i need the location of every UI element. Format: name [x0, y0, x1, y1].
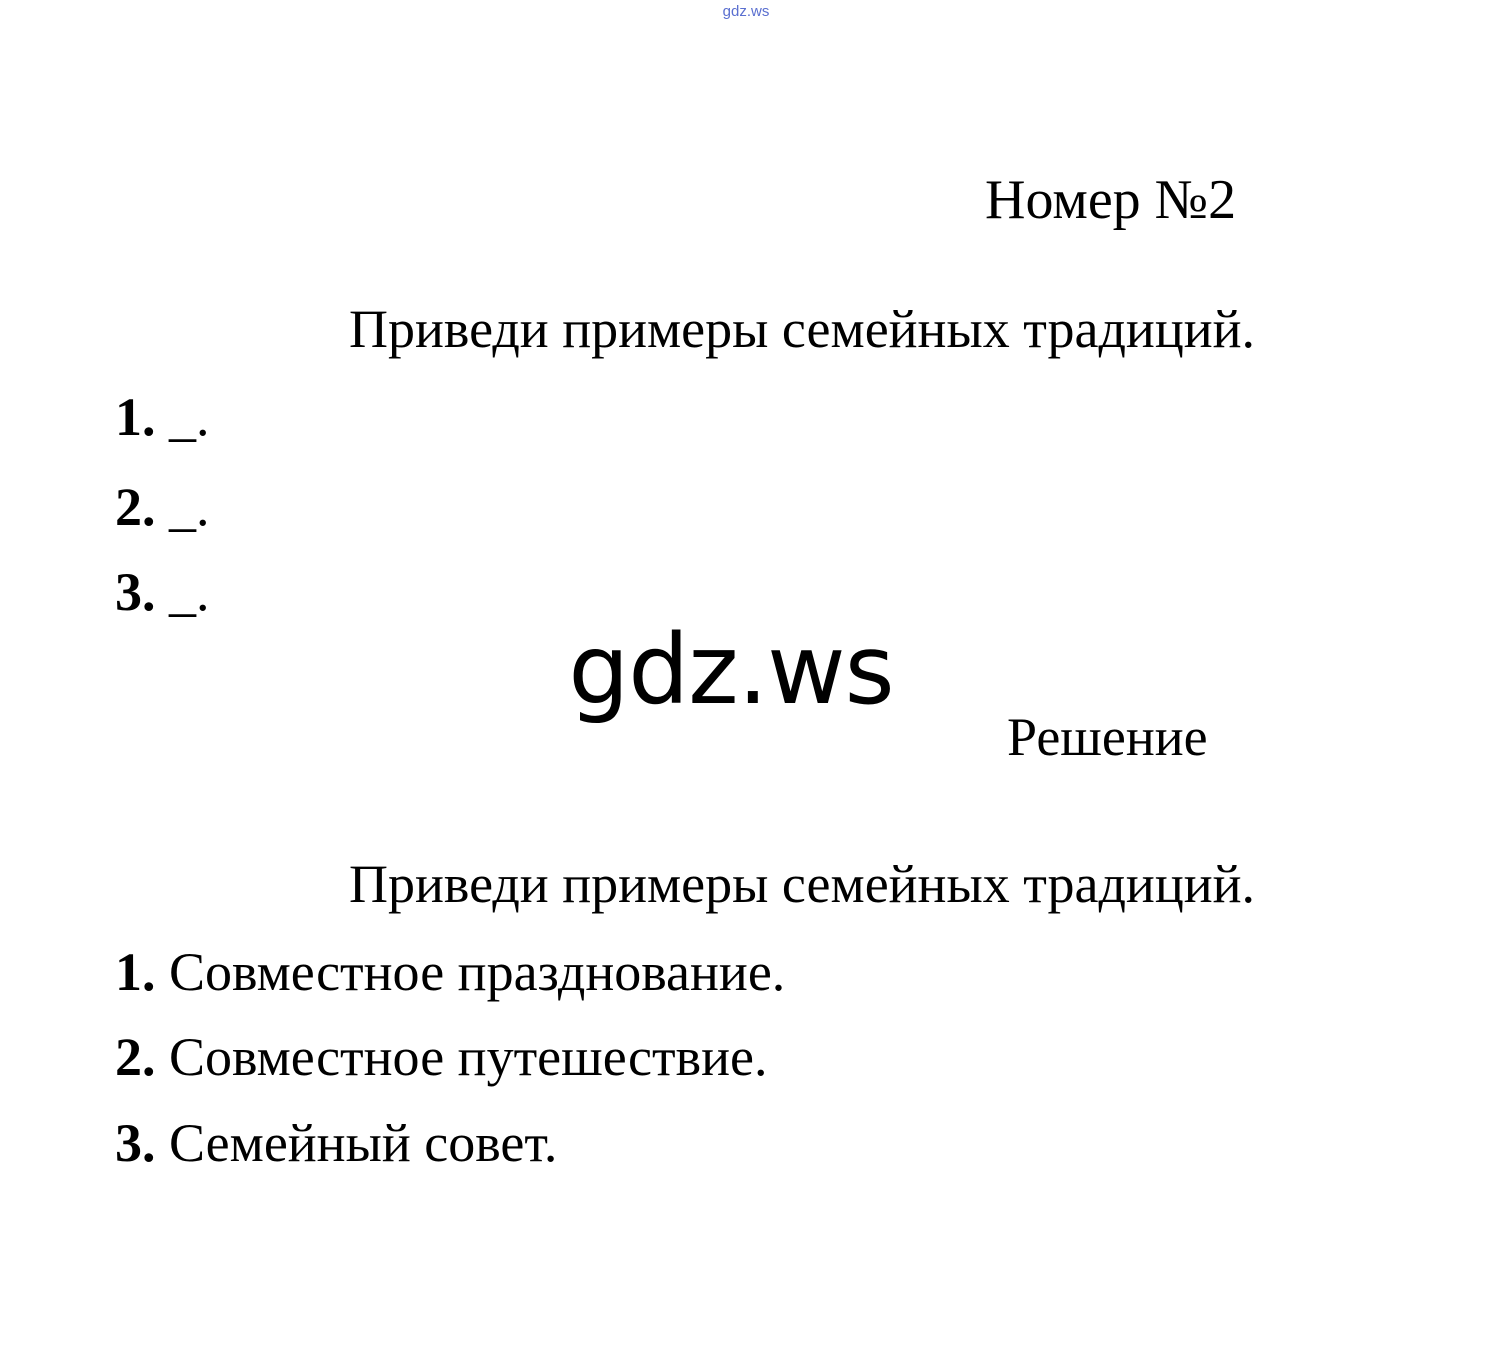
blank-item: [115, 561, 210, 623]
task-prompt: Приведи примеры семейных традиций.: [349, 299, 1256, 359]
answer-text: Совместное празднование.: [155, 942, 786, 1002]
solution-prompt: Приведи примеры семейных традиций.: [349, 854, 1256, 914]
solution-heading: Решение: [1007, 707, 1208, 767]
blank-text: _.: [155, 562, 210, 622]
item-number: 3.: [115, 1113, 156, 1173]
blank-item: [115, 476, 210, 538]
blank-text: _.: [155, 477, 210, 537]
blank-item: [115, 386, 210, 448]
item-number: 3.: [115, 562, 156, 622]
item-number: 2.: [115, 1027, 156, 1087]
answer-text: Семейный совет.: [155, 1113, 558, 1173]
blank-text: _.: [155, 387, 210, 447]
item-number: 2.: [115, 477, 156, 537]
answer-text: Совместное путешествие.: [155, 1027, 768, 1087]
answer-item: [115, 1112, 557, 1174]
answer-item: [115, 941, 785, 1003]
item-number: 1.: [115, 387, 156, 447]
answer-item: [115, 1026, 767, 1088]
center-watermark: gdz.ws: [568, 614, 894, 726]
item-number: 1.: [115, 942, 156, 1002]
task-number-title: Номер №2: [985, 169, 1237, 231]
top-watermark: gdz.ws: [722, 3, 770, 20]
